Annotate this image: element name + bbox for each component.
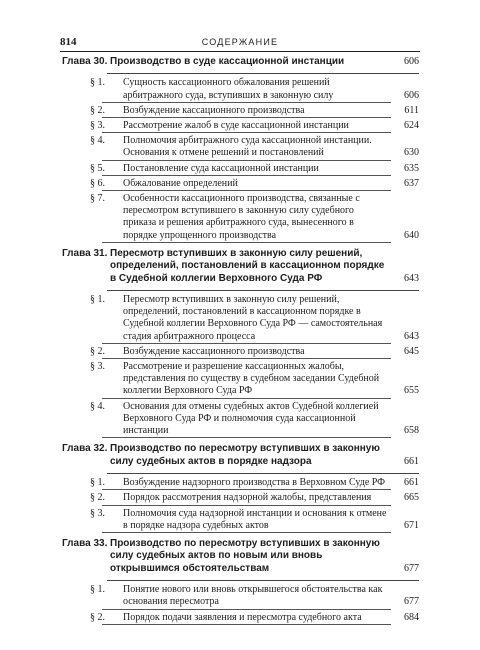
chapter-number: Глава 33. bbox=[62, 537, 108, 549]
chapter-divider bbox=[107, 580, 419, 581]
section-page-number: 665 bbox=[404, 492, 419, 504]
section-number: § 4. bbox=[90, 135, 105, 147]
section-underline bbox=[102, 609, 391, 610]
section-page-number: 643 bbox=[404, 330, 419, 342]
toc-section[interactable] bbox=[62, 77, 419, 101]
table-of-contents bbox=[62, 56, 419, 624]
section-page-number: 677 bbox=[404, 596, 419, 608]
section-title: Основания для отмены судебных актов Судебной коллегией Верховного Суда РФ и полномочия суда кассационной инстанции bbox=[123, 400, 379, 437]
toc-section[interactable] bbox=[62, 401, 419, 438]
section-number: § 3. bbox=[90, 507, 105, 519]
chapter-number: Глава 32. bbox=[62, 443, 108, 455]
section-underline bbox=[102, 358, 391, 359]
page-header bbox=[60, 36, 420, 52]
section-underline bbox=[102, 505, 391, 506]
section-title: Полномочия суда надзорной инстанции и основания к отмене в порядке надзора судебных актов bbox=[123, 507, 387, 531]
chapter-title: Пересмотр вступивших в законную силу решений, определений, постановлений в кассационном порядке в Судебной коллегии Верховного Суда РФ bbox=[110, 247, 385, 284]
chapter-page-number: 661 bbox=[404, 455, 419, 467]
chapter-title: Производство в суде кассационной инстанции bbox=[110, 56, 345, 67]
chapter-number: Глава 30. bbox=[62, 56, 108, 67]
section-underline bbox=[102, 242, 391, 243]
section-underline bbox=[102, 160, 391, 161]
section-underline bbox=[102, 437, 391, 438]
section-number: § 5. bbox=[90, 162, 105, 174]
section-underline bbox=[102, 624, 391, 625]
section-underline bbox=[102, 175, 391, 176]
toc-chapter bbox=[62, 443, 419, 532]
section-number: § 3. bbox=[90, 361, 105, 373]
section-page-number: 637 bbox=[404, 177, 419, 189]
section-title: Пересмотр вступивших в законную силу решений, определений, постановлений в кассационном порядке в Судебной коллегии Верховного Суда РФ — самостоятельная стадия арбитражного процесса bbox=[123, 294, 383, 342]
section-number: § 2. bbox=[90, 611, 105, 623]
toc-section[interactable] bbox=[62, 120, 419, 132]
section-number: § 6. bbox=[90, 177, 105, 189]
section-title: Рассмотрение и разрешение кассационных жалобы, представления по существу в судебном заседании Судебной коллегии Верховного Суда РФ bbox=[123, 361, 380, 397]
chapter-heading[interactable] bbox=[62, 56, 419, 68]
section-number: § 2. bbox=[90, 492, 105, 504]
section-number: § 1. bbox=[90, 477, 105, 489]
section-page-number: 671 bbox=[404, 519, 419, 531]
toc-section[interactable] bbox=[62, 492, 419, 504]
section-page-number: 606 bbox=[404, 89, 419, 101]
toc-section[interactable] bbox=[62, 105, 419, 117]
toc-section[interactable] bbox=[62, 193, 419, 242]
toc-section[interactable] bbox=[62, 584, 419, 608]
section-underline bbox=[102, 117, 391, 118]
section-title: Особенности кассационного производства, связанные с пересмотром вступившего в законную силу судебного приказа и решения арбитражного суда, вынесенного в порядке упрощенного производства bbox=[123, 193, 360, 241]
section-number: § 1. bbox=[90, 584, 105, 596]
section-underline bbox=[102, 398, 391, 399]
section-title: Понятие нового или вновь открывшегося обстоятельства как основания пересмотра bbox=[123, 584, 383, 608]
section-page-number: 611 bbox=[404, 104, 419, 116]
section-title: Порядок подачи заявления и пересмотра судебного акта bbox=[123, 611, 362, 623]
chapter-divider bbox=[107, 473, 419, 474]
page-number: 814 bbox=[60, 36, 77, 48]
chapter-page-number: 643 bbox=[404, 272, 419, 284]
section-number: § 7. bbox=[90, 193, 105, 205]
section-page-number: 630 bbox=[404, 147, 419, 159]
section-title: Сущность кассационного обжалования решений арбитражного суда, вступивших в законную силу bbox=[123, 77, 334, 101]
chapter-divider bbox=[107, 290, 419, 291]
chapter-heading[interactable] bbox=[62, 248, 419, 285]
chapter-title: Производство по пересмотру вступивших в законную силу судебных актов по новым или вновь открывшимся обстоятельствам bbox=[110, 537, 380, 574]
toc-section[interactable] bbox=[62, 612, 419, 624]
section-title: Возбуждение кассационного производства bbox=[123, 104, 305, 116]
section-title: Обжалование определений bbox=[123, 177, 238, 189]
section-page-number: 645 bbox=[404, 345, 419, 357]
section-underline bbox=[102, 343, 391, 344]
section-page-number: 635 bbox=[404, 162, 419, 174]
chapter-heading[interactable] bbox=[62, 443, 419, 468]
toc-section[interactable] bbox=[62, 294, 419, 343]
toc-section[interactable] bbox=[62, 178, 419, 190]
section-number: § 2. bbox=[90, 104, 105, 116]
toc-chapter bbox=[62, 248, 419, 437]
section-title: Возбуждение надзорного производства в Верховном Суде РФ bbox=[123, 477, 386, 489]
section-title: Полномочия арбитражного суда кассационной инстанции. Основания к отмене решений и постановлений bbox=[123, 135, 372, 159]
toc-chapter bbox=[62, 538, 419, 624]
section-underline bbox=[102, 489, 391, 490]
chapter-heading[interactable] bbox=[62, 538, 419, 575]
running-head: СОДЕРЖАНИЕ bbox=[201, 37, 279, 47]
section-page-number: 640 bbox=[404, 229, 419, 241]
chapter-divider bbox=[107, 73, 419, 74]
section-title: Возбуждение кассационного производства bbox=[123, 345, 305, 357]
chapter-title: Производство по пересмотру вступивших в законную силу судебных актов в порядке надзора bbox=[110, 443, 380, 467]
toc-section[interactable] bbox=[62, 135, 419, 159]
chapter-number: Глава 31. bbox=[62, 247, 108, 259]
chapter-page-number: 677 bbox=[404, 562, 419, 574]
section-number: § 2. bbox=[90, 345, 105, 357]
section-page-number: 655 bbox=[404, 385, 419, 397]
section-underline bbox=[102, 190, 391, 191]
section-page-number: 661 bbox=[404, 477, 419, 489]
toc-section[interactable] bbox=[62, 477, 419, 489]
toc-chapter bbox=[62, 56, 419, 242]
section-number: § 4. bbox=[90, 400, 105, 412]
section-page-number: 658 bbox=[404, 425, 419, 437]
section-title: Рассмотрение жалоб в суде кассационной инстанции bbox=[123, 120, 349, 132]
section-title: Постановление суда кассационной инстанции bbox=[123, 162, 319, 174]
section-page-number: 684 bbox=[404, 611, 419, 623]
section-underline bbox=[102, 132, 391, 133]
header-rule bbox=[60, 51, 420, 52]
toc-section[interactable] bbox=[62, 163, 419, 175]
section-number: § 3. bbox=[90, 120, 105, 132]
chapter-page-number: 606 bbox=[404, 56, 419, 67]
section-underline bbox=[102, 102, 391, 103]
section-title: Порядок рассмотрения надзорной жалобы, представления bbox=[123, 492, 372, 504]
toc-section[interactable] bbox=[62, 508, 419, 532]
section-number: § 1. bbox=[90, 294, 105, 306]
section-underline bbox=[102, 532, 391, 533]
toc-section[interactable] bbox=[62, 346, 419, 358]
section-number: § 1. bbox=[90, 77, 105, 89]
section-page-number: 624 bbox=[404, 120, 419, 132]
toc-section[interactable] bbox=[62, 361, 419, 398]
